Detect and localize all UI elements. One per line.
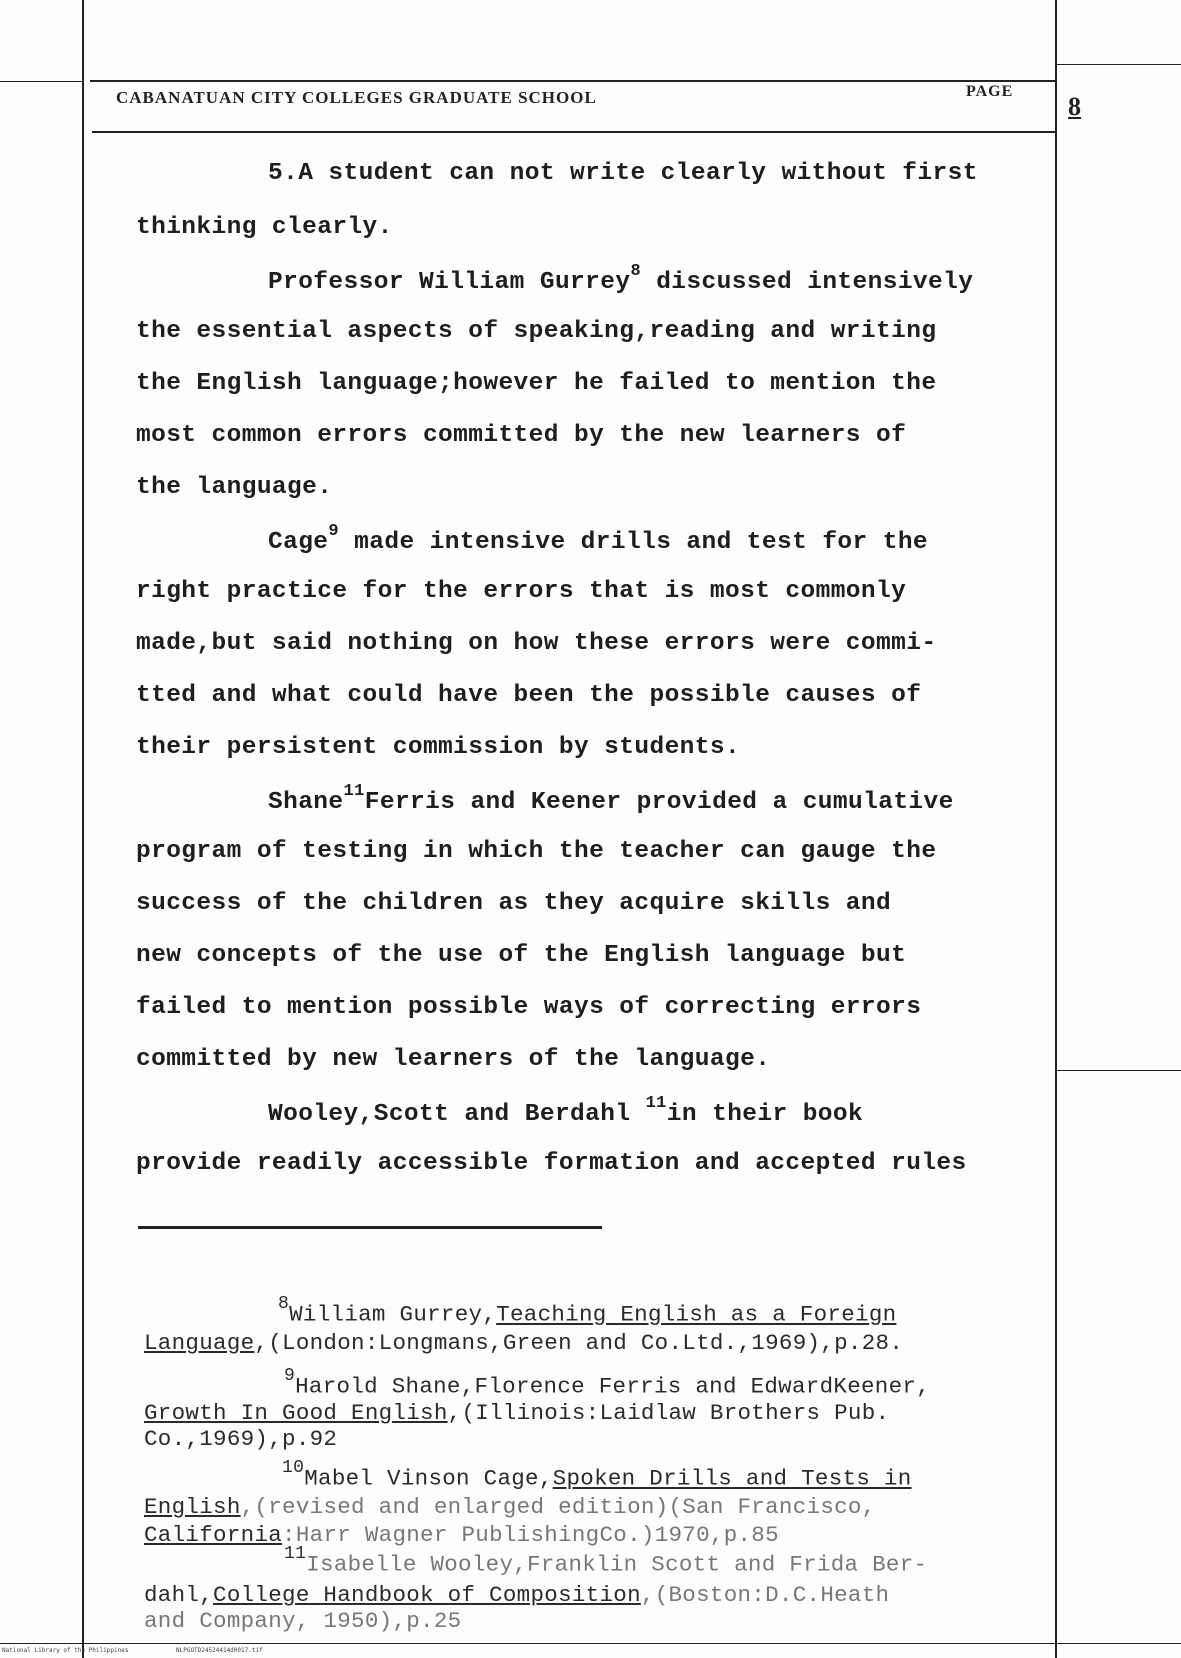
footnote-text: ,(Illinois:Laidlaw Brothers Pub. xyxy=(447,1400,890,1426)
footnote-title: Growth In Good English xyxy=(144,1400,448,1426)
footnote-separator xyxy=(138,1226,602,1229)
body-line: success of the children as they acquire skills and xyxy=(136,890,892,917)
footnote-text: ,(Boston:D.C.Heath xyxy=(640,1582,890,1608)
body-line-text: Shane xyxy=(268,789,344,817)
footnote-text: and Company, 1950),p.25 xyxy=(144,1608,462,1634)
body-line xyxy=(268,1094,864,1129)
footnote-title: Spoken Drills and Tests in xyxy=(552,1465,912,1492)
right-edge-rule-mid xyxy=(1057,1070,1181,1071)
body-line: the essential aspects of speaking,reading and writing xyxy=(136,318,937,345)
body-line: program of testing in which the teacher can gauge the xyxy=(136,838,937,865)
library-credit: National Library of the Philippines xyxy=(2,1647,129,1654)
footnote-number: 11 xyxy=(284,1544,307,1564)
left-margin-line xyxy=(82,0,84,1658)
body-line-text: made intensive drills and test for the xyxy=(354,529,929,557)
footnote-title: Language xyxy=(144,1330,255,1356)
body-line xyxy=(268,782,954,817)
footnote-ref: 9 xyxy=(328,522,340,541)
page-label: PAGE xyxy=(966,83,1014,100)
body-line-text: in their book xyxy=(666,1101,864,1129)
body-line: committed by new learners of the language. xyxy=(136,1046,771,1073)
scan-file-id: NLPGOTD24524414d0017.tif xyxy=(176,1647,263,1654)
footnote-author: William Gurrey, xyxy=(289,1301,497,1328)
footnote-8-line-2 xyxy=(144,1330,903,1356)
body-line-text: discussed intensively xyxy=(656,269,974,297)
footnote-author: Harold Shane,Florence Ferris and EdwardKeener, xyxy=(295,1373,931,1400)
left-edge-rule xyxy=(0,81,82,82)
body-line-text: Wooley,Scott and Berdahl xyxy=(268,1101,646,1129)
footnote-9-line-2 xyxy=(144,1400,889,1426)
body-line: their persistent commission by students. xyxy=(136,734,741,761)
footnote-10-line-1 xyxy=(282,1458,912,1492)
footnote-ref: 11 xyxy=(343,782,365,801)
footnote-author: dahl, xyxy=(144,1582,214,1608)
bottom-rule xyxy=(0,1643,1181,1644)
body-line-text: Professor William Gurrey xyxy=(268,269,631,297)
footnote-10-line-2 xyxy=(144,1494,876,1520)
body-line: the English language;however he failed to mention the xyxy=(136,370,937,397)
footnote-number: 8 xyxy=(278,1294,290,1314)
body-line: tted and what could have been the possible causes of xyxy=(136,682,922,709)
footnote-title: College Handbook of Composition xyxy=(213,1582,641,1608)
page-number: 8 xyxy=(1068,92,1081,121)
body-line-text: Ferris and Keener provided a cumulative xyxy=(364,789,954,817)
footnote-8-line-1 xyxy=(278,1294,897,1328)
body-line: provide readily accessible formation and accepted rules xyxy=(136,1150,967,1177)
body-line: thinking clearly. xyxy=(136,214,393,241)
body-line: made,but said nothing on how these errors were commi- xyxy=(136,630,937,657)
footnote-number: 9 xyxy=(284,1366,296,1386)
footnote-9-line-1 xyxy=(284,1366,931,1400)
right-margin-line xyxy=(1055,0,1057,1658)
body-line xyxy=(268,262,974,297)
footnote-author: Mabel Vinson Cage, xyxy=(304,1465,553,1492)
body-line-text: Cage xyxy=(268,529,329,557)
footnote-author: Isabelle Wooley,Franklin Scott and Frida Ber- xyxy=(306,1551,928,1578)
footnote-ref: 11 xyxy=(645,1094,667,1113)
footnote-9-line-3 xyxy=(144,1426,337,1452)
body-line: new concepts of the use of the English language but xyxy=(136,942,907,969)
header-bottom-rule xyxy=(92,131,1055,133)
footnote-text: ,(London:Longmans,Green and Co.Ltd.,1969),p.28. xyxy=(254,1330,904,1356)
footnote-title: English xyxy=(144,1494,241,1520)
body-line: failed to mention possible ways of correcting errors xyxy=(136,994,922,1021)
body-line: 5.A student can not write clearly without first xyxy=(268,160,978,187)
footnote-text: Co.,1969),p.92 xyxy=(144,1426,338,1452)
footnote-title: California xyxy=(144,1522,283,1548)
footnote-text: ,(revised and enlarged edition)(San Francisco, xyxy=(240,1494,876,1520)
footnote-ref: 8 xyxy=(630,262,642,281)
footnote-title: Teaching English as a Foreign xyxy=(496,1301,897,1328)
header-top-rule xyxy=(90,80,1055,82)
footnote-11-line-2 xyxy=(144,1582,889,1608)
footnote-text: :Harr Wagner PublishingCo.)1970,p.85 xyxy=(282,1522,779,1548)
footnote-11-line-3 xyxy=(144,1608,461,1634)
footnote-10-line-3 xyxy=(144,1522,779,1548)
institution-header: CABANATUAN CITY COLLEGES GRADUATE SCHOOL xyxy=(116,88,597,107)
body-line xyxy=(268,522,929,557)
right-edge-rule-top xyxy=(1057,64,1181,65)
body-line: right practice for the errors that is most commonly xyxy=(136,578,907,605)
footnote-11-line-1 xyxy=(284,1544,928,1578)
body-line: the language. xyxy=(136,474,333,501)
body-line: most common errors committed by the new learners of xyxy=(136,422,907,449)
footnote-number: 10 xyxy=(282,1458,305,1478)
